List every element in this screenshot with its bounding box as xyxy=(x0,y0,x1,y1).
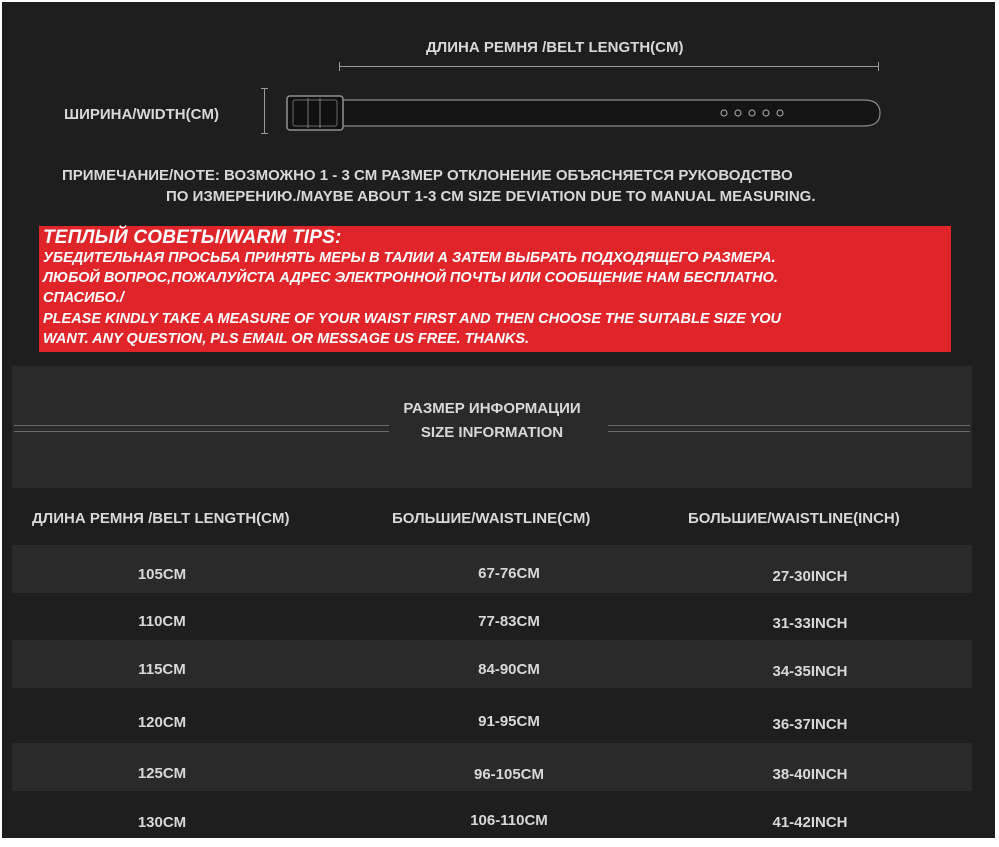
belt-length-cell: 110CM xyxy=(138,613,186,630)
warm-tips-line: УБЕДИТЕЛЬНАЯ ПРОСЬБА ПРИНЯТЬ МЕРЫ В ТАЛИИ А ЗАТЕМ ВЫБРАТЬ ПОДХОДЯЩЕГО РАЗМЕРА. xyxy=(43,250,776,266)
column-header-waistline-cm: БОЛЬШИЕ/WAISTLINE(CM) xyxy=(392,510,591,527)
size-chart-panel xyxy=(2,2,995,838)
warm-tips-line: WANT. ANY QUESTION, PLS EMAIL OR MESSAGE US FREE. THANKS. xyxy=(43,330,530,347)
waistline-cm-cell: 84-90CM xyxy=(478,661,540,678)
waistline-inch-cell: 36-37INCH xyxy=(772,716,848,733)
waistline-inch-cell: 27-30INCH xyxy=(772,568,848,585)
waistline-inch-cell: 38-40INCH xyxy=(772,766,848,783)
warm-tips-line: ЛЮБОЙ ВОПРОС,ПОЖАЛУЙСТА АДРЕС ЭЛЕКТРОННОЙ ПОЧТЫ ИЛИ СООБЩЕНИЕ НАМ БЕСПЛАТНО. xyxy=(43,270,778,287)
table-row xyxy=(12,743,972,791)
table-row xyxy=(12,640,972,688)
column-header-belt-length: ДЛИНА РЕМНЯ /BELT LENGTH(CM) xyxy=(32,510,290,527)
waistline-cm-cell: 91-95CM xyxy=(478,713,540,730)
belt-length-cell: 105CM xyxy=(137,566,187,583)
belt-length-cell: 130CM xyxy=(137,814,187,831)
belt-icon xyxy=(286,94,882,132)
table-row xyxy=(12,545,972,593)
width-label: ШИРИНА/WIDTH(CM) xyxy=(64,106,219,123)
table-row xyxy=(12,593,972,641)
size-information-title-ru: РАЗМЕР ИНФОРМАЦИИ xyxy=(403,400,581,417)
belt-length-cell: 115CM xyxy=(138,661,186,678)
table-row xyxy=(12,794,972,838)
waistline-cm-cell: 96-105CM xyxy=(473,766,545,783)
belt-length-cell: 120CM xyxy=(137,714,187,731)
warm-tips-box xyxy=(39,226,951,352)
width-dimension-line xyxy=(264,88,265,134)
column-header-waistline-inch: БОЛЬШИЕ/WAISTLINE(INCH) xyxy=(688,510,900,527)
waistline-inch-cell: 31-33INCH xyxy=(772,615,848,632)
waistline-cm-cell: 67-76CM xyxy=(478,565,540,582)
belt-length-cell: 125CM xyxy=(137,765,187,782)
size-information-header xyxy=(12,366,972,488)
waistline-inch-cell: 41-42INCH xyxy=(772,814,848,831)
note-line-2: ПО ИЗМЕРЕНИЮ./MAYBE ABOUT 1-3 CM SIZE DEVIATION DUE TO MANUAL MEASURING. xyxy=(166,188,816,205)
warm-tips-line: PLEASE KINDLY TAKE A MEASURE OF YOUR WAIST FIRST AND THEN CHOOSE THE SUITABLE SIZE YOU xyxy=(43,310,781,327)
belt-length-dimension-line xyxy=(339,66,879,67)
table-row xyxy=(12,695,972,743)
belt-length-label: ДЛИНА РЕМНЯ /BELT LENGTH(CM) xyxy=(426,39,684,56)
waistline-cm-cell: 77-83CM xyxy=(478,613,540,630)
size-information-title-en: SIZE INFORMATION xyxy=(420,424,564,441)
waistline-inch-cell: 34-35INCH xyxy=(772,663,848,680)
note-line-1: ПРИМЕЧАНИЕ/NOTE: ВОЗМОЖНО 1 - 3 CM РАЗМЕР ОТКЛОНЕНИЕ ОБЪЯСНЯЕТСЯ РУКОВОДСТВО xyxy=(62,167,793,184)
warm-tips-line: СПАСИБО./ xyxy=(43,290,124,307)
buckle-icon xyxy=(287,96,343,130)
waistline-cm-cell: 106-110CM xyxy=(470,812,548,829)
warm-tips-title: ТЕПЛЫЙ СОВЕТЫ/WARM TIPS: xyxy=(43,227,342,248)
